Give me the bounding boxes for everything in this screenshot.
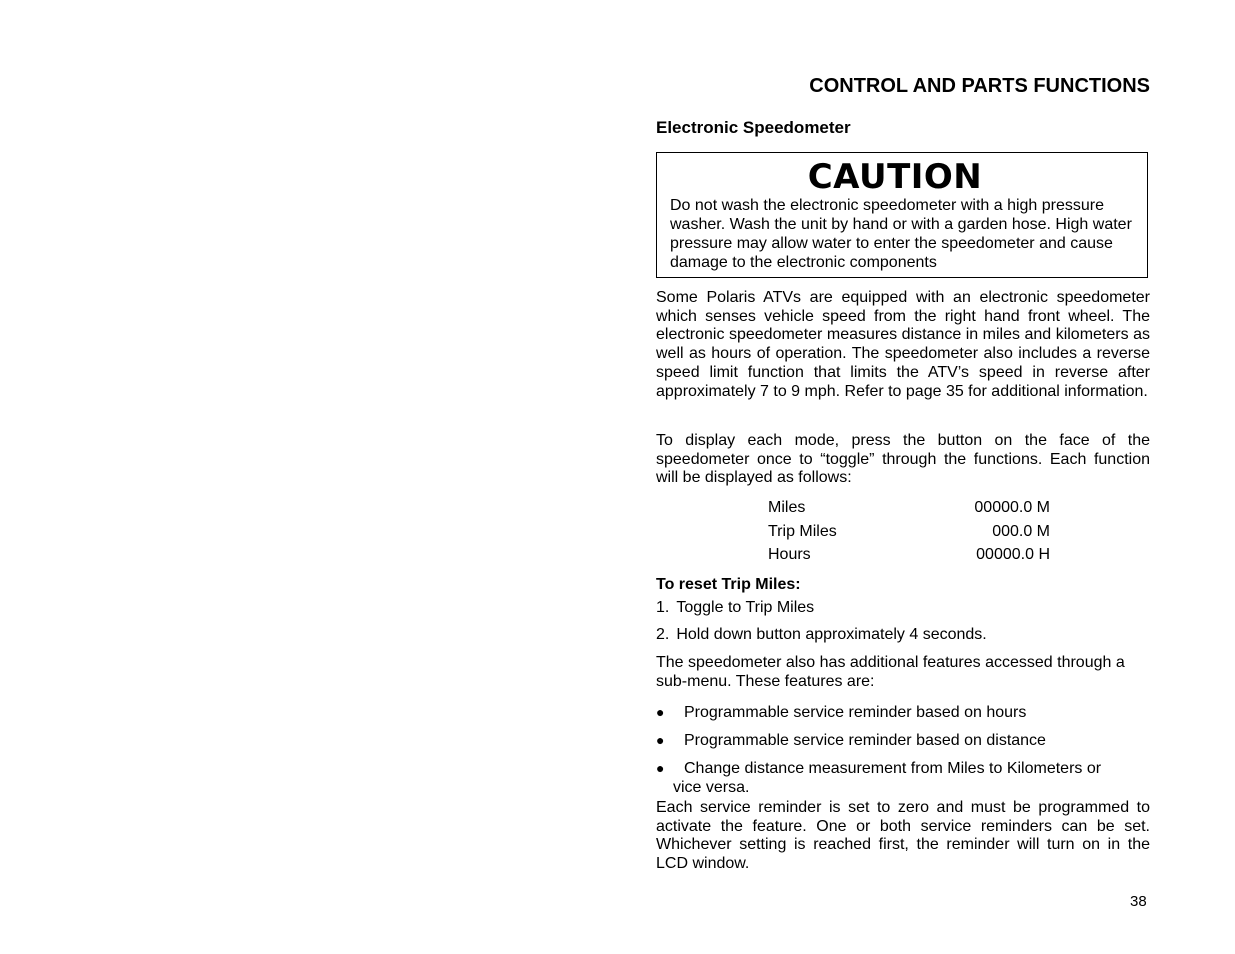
service-reminder-paragraph: Each service reminder is set to zero and must be programmed to activate the feature. One or both service reminders can be set. Whichever setting is reached first, the reminder will turn on in the LCD window. [656, 799, 1150, 873]
mode-row [768, 522, 1050, 546]
mode-value: 00000.0 M [974, 499, 1050, 516]
page-number: 38 [1130, 893, 1147, 910]
intro-paragraph: Some Polaris ATVs are equipped with an electronic speedometer which senses vehicle speed from the right hand front wheel. The electronic speedometer measures distance in miles and kilometers as well as hours of operation. The speedometer also includes a reverse speed limit function that limits the ATV’s speed in reverse after approximately 7 to 9 mph. Refer to page 35 for additional information. [656, 289, 1150, 400]
caution-text: Do not wash the electronic speedometer with a high pressure washer. Wash the unit by hand or with a garden hose. High water pressure may allow water to enter the speedometer and cause damage to the electronic components [670, 197, 1132, 271]
mode-label: Trip Miles [768, 522, 837, 540]
feature-list-item [656, 759, 1150, 797]
bullet-icon: ● [656, 732, 665, 748]
step-text: Toggle to Trip Miles [676, 599, 815, 616]
feature-text: Programmable service reminder based on distance [684, 732, 1046, 749]
reset-trip-heading: To reset Trip Miles: [656, 576, 801, 593]
section-title: CONTROL AND PARTS FUNCTIONS [809, 75, 1150, 97]
feature-list-item [656, 731, 1150, 751]
reset-step [656, 599, 814, 617]
bullet-icon: ● [656, 704, 665, 720]
mode-row [768, 498, 1050, 522]
mode-value: 00000.0 H [976, 546, 1050, 563]
mode-value: 000.0 M [992, 522, 1050, 540]
step-text: Hold down button approximately 4 seconds. [676, 626, 987, 643]
mode-label: Miles [768, 499, 806, 516]
step-number: 2. [656, 626, 670, 643]
feature-text: Change distance measurement from Miles to Kilometers or [684, 760, 1102, 777]
reset-step [656, 626, 987, 644]
mode-table [768, 498, 1050, 569]
feature-text: Programmable service reminder based on hours [684, 704, 1027, 721]
mode-row [768, 545, 1050, 569]
feature-text-continuation: vice versa. [673, 778, 750, 796]
mode-label: Hours [768, 546, 811, 563]
submenu-paragraph: The speedometer also has additional features accessed through a sub-menu. These features are: [656, 654, 1125, 690]
step-number: 1. [656, 599, 670, 616]
display-mode-paragraph: To display each mode, press the button on the face of the speedometer once to “toggle” through the functions. Each function will be displayed as follows: [656, 432, 1150, 487]
subsection-title: Electronic Speedometer [656, 118, 851, 137]
feature-list-item [656, 703, 1150, 723]
bullet-icon: ● [656, 760, 665, 776]
caution-box [656, 152, 1148, 278]
caution-heading: CAUTION [807, 157, 983, 197]
